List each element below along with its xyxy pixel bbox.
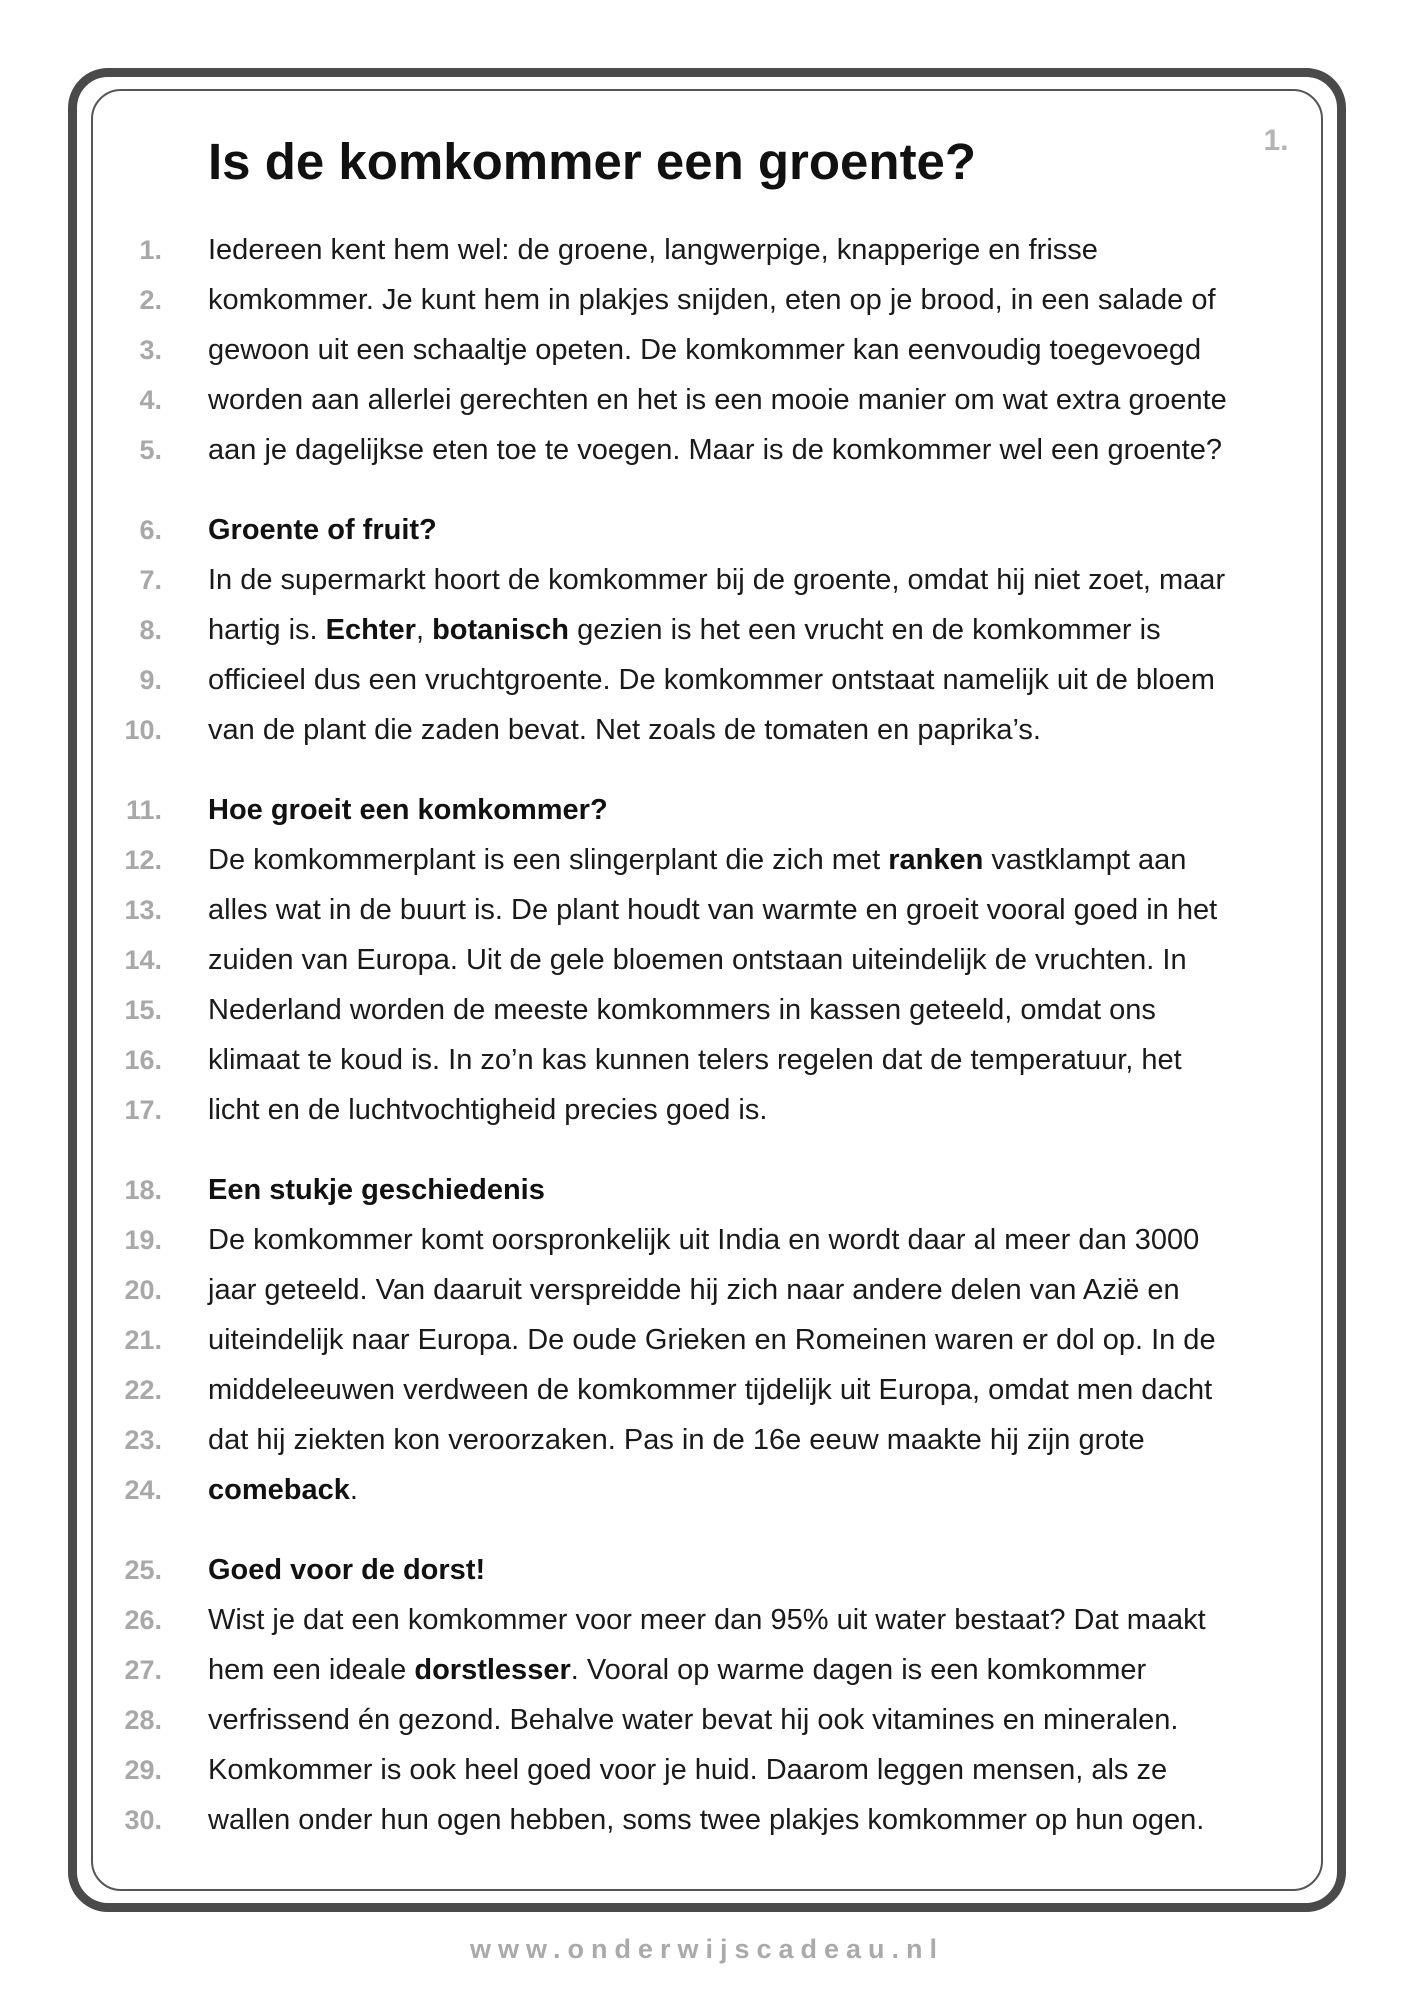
text-segment: vastklampt aan bbox=[983, 843, 1187, 876]
line-number: 25. bbox=[124, 1554, 162, 1585]
text-segment: alles wat in de buurt is. De plant houdt van warmte en groeit vooral goed in het bbox=[208, 893, 1218, 926]
line-number: 18. bbox=[124, 1174, 162, 1205]
line-text bbox=[208, 1324, 1216, 1357]
line-number: 19. bbox=[124, 1224, 162, 1255]
line-number: 16. bbox=[124, 1044, 162, 1075]
line-number: 10. bbox=[124, 714, 162, 745]
bold-term: comeback bbox=[208, 1473, 350, 1506]
line-text bbox=[208, 284, 1216, 317]
text-segment: klimaat te koud is. In zo’n kas kunnen telers regelen dat de temperatuur, het bbox=[208, 1043, 1182, 1076]
line-number: 9. bbox=[139, 664, 162, 695]
text-segment: worden aan allerlei gerechten en het is een mooie manier om wat extra groente bbox=[208, 383, 1227, 416]
text-segment: hartig is. bbox=[208, 613, 326, 646]
text-segment: officieel dus een vruchtgroente. De komkommer ontstaat namelijk uit de bloem bbox=[208, 663, 1215, 696]
text-line bbox=[0, 1465, 1300, 1515]
line-number: 13. bbox=[124, 894, 162, 925]
line-text bbox=[208, 1374, 1212, 1407]
text-line bbox=[0, 1035, 1300, 1085]
line-text bbox=[208, 434, 1222, 467]
line-text bbox=[208, 714, 1041, 747]
text-line bbox=[0, 505, 1300, 555]
line-text bbox=[208, 894, 1217, 927]
text-line bbox=[0, 1695, 1300, 1745]
line-number: 11. bbox=[125, 794, 162, 825]
line-number: 4. bbox=[139, 384, 162, 415]
text-segment: gewoon uit een schaaltje opeten. De komkommer kan eenvoudig toegevoegd bbox=[208, 333, 1202, 366]
section-heading bbox=[208, 514, 437, 547]
text-segment: dat hij ziekten kon veroorzaken. Pas in de 16e eeuw maakte hij zijn grote bbox=[208, 1423, 1145, 1456]
line-number: 21. bbox=[124, 1324, 162, 1355]
text-segment: uiteindelijk naar Europa. De oude Grieken en Romeinen waren er dol op. In de bbox=[208, 1323, 1216, 1356]
text-segment: Hoe groeit een komkommer? bbox=[208, 793, 608, 826]
text-segment: gezien is het een vrucht en de komkommer is bbox=[569, 613, 1161, 646]
text-segment: In de supermarkt hoort de komkommer bij de groente, omdat hij niet zoet, maar bbox=[208, 563, 1226, 596]
section-heading bbox=[208, 1554, 485, 1587]
text-line bbox=[0, 1085, 1300, 1135]
text-segment: Groente of fruit? bbox=[208, 513, 437, 546]
line-number: 23. bbox=[124, 1424, 162, 1455]
line-number: 22. bbox=[124, 1374, 162, 1405]
line-text bbox=[208, 1604, 1206, 1637]
line-number: 15. bbox=[124, 994, 162, 1025]
text-segment: De komkommer komt oorspronkelijk uit India en wordt daar al meer dan 3000 bbox=[208, 1223, 1200, 1256]
line-number: 29. bbox=[124, 1754, 162, 1785]
page-number: 1. bbox=[1263, 124, 1289, 157]
text-segment: aan je dagelijkse eten toe te voegen. Maar is de komkommer wel een groente? bbox=[208, 433, 1222, 466]
line-text bbox=[208, 944, 1187, 977]
line-text bbox=[208, 1654, 1146, 1687]
text-line bbox=[0, 1165, 1300, 1215]
text-line bbox=[0, 1645, 1300, 1695]
text-line bbox=[0, 555, 1300, 605]
text-line bbox=[0, 655, 1300, 705]
text-segment: wallen onder hun ogen hebben, soms twee plakjes komkommer op hun ogen. bbox=[208, 1803, 1205, 1836]
line-text bbox=[208, 564, 1225, 597]
line-number: 12. bbox=[124, 844, 162, 875]
text-segment: Komkommer is ook heel goed voor je huid. Daarom leggen mensen, als ze bbox=[208, 1753, 1168, 1786]
text-line bbox=[0, 1265, 1300, 1315]
line-number: 5. bbox=[139, 434, 162, 465]
text-segment: komkommer. Je kunt hem in plakjes snijden, eten op je brood, in een salade of bbox=[208, 283, 1216, 316]
text-segment: . Vooral op warme dagen is een komkommer bbox=[570, 1653, 1147, 1686]
line-text bbox=[208, 1044, 1182, 1077]
line-number: 30. bbox=[124, 1804, 162, 1835]
text-segment: verfrissend én gezond. Behalve water bevat hij ook vitamines en mineralen. bbox=[208, 1703, 1179, 1736]
text-segment: Wist je dat een komkommer voor meer dan 95% uit water bestaat? Dat maakt bbox=[208, 1603, 1206, 1636]
page-title: Is de komkommer een groente? bbox=[208, 133, 977, 190]
line-number: 6. bbox=[139, 514, 162, 545]
line-text bbox=[208, 844, 1186, 877]
line-text bbox=[208, 1224, 1199, 1257]
text-segment: hem een ideale bbox=[208, 1653, 415, 1686]
bold-term: Echter bbox=[325, 613, 416, 646]
footer-url: www.onderwijscadeau.nl bbox=[469, 1934, 945, 1964]
text-segment: . bbox=[349, 1473, 358, 1506]
text-line bbox=[0, 375, 1300, 425]
text-line bbox=[0, 785, 1300, 835]
line-number: 17. bbox=[124, 1094, 162, 1125]
text-segment: middeleeuwen verdween de komkommer tijdelijk uit Europa, omdat men dacht bbox=[208, 1373, 1213, 1406]
line-number: 2. bbox=[139, 284, 162, 315]
text-line bbox=[0, 885, 1300, 935]
bold-term: ranken bbox=[888, 843, 984, 876]
line-text bbox=[208, 664, 1215, 697]
text-segment: jaar geteeld. Van daaruit verspreidde hij zich naar andere delen van Azië en bbox=[208, 1273, 1180, 1306]
bold-term: dorstlesser bbox=[414, 1653, 571, 1686]
line-number: 27. bbox=[124, 1654, 162, 1685]
text-line bbox=[0, 1595, 1300, 1645]
text-line bbox=[0, 275, 1300, 325]
text-segment: De komkommerplant is een slingerplant die zich met bbox=[208, 843, 889, 876]
text-line bbox=[0, 835, 1300, 885]
text-line bbox=[0, 1415, 1300, 1465]
text-line bbox=[0, 325, 1300, 375]
text-segment: Iedereen kent hem wel: de groene, langwerpige, knapperige en frisse bbox=[208, 233, 1098, 266]
text-segment: Een stukje geschiedenis bbox=[208, 1173, 545, 1206]
text-line bbox=[0, 705, 1300, 755]
line-number: 8. bbox=[139, 614, 162, 645]
section-heading bbox=[208, 1174, 545, 1207]
line-number: 28. bbox=[124, 1704, 162, 1735]
line-text bbox=[208, 384, 1227, 417]
text-line bbox=[0, 985, 1300, 1035]
line-text bbox=[208, 994, 1156, 1027]
line-number: 14. bbox=[124, 944, 162, 975]
line-number: 3. bbox=[139, 334, 162, 365]
text-line bbox=[0, 225, 1300, 275]
line-text bbox=[208, 1754, 1167, 1787]
line-text bbox=[208, 1704, 1178, 1737]
text-segment: Goed voor de dorst! bbox=[208, 1553, 486, 1586]
bold-term: botanisch bbox=[432, 613, 570, 646]
text-line bbox=[0, 425, 1300, 475]
text-line bbox=[0, 1365, 1300, 1415]
line-number: 24. bbox=[124, 1474, 162, 1505]
text-line bbox=[0, 1545, 1300, 1595]
line-number: 7. bbox=[139, 564, 162, 595]
line-text bbox=[208, 334, 1201, 367]
text-line bbox=[0, 1315, 1300, 1365]
text-segment: licht en de luchtvochtigheid precies goed is. bbox=[208, 1093, 768, 1126]
text-line bbox=[0, 1795, 1300, 1845]
line-number: 1. bbox=[139, 234, 162, 265]
line-text bbox=[208, 234, 1098, 267]
line-text bbox=[208, 1804, 1204, 1837]
line-text bbox=[208, 1424, 1145, 1457]
line-text bbox=[208, 614, 1161, 647]
text-line bbox=[0, 935, 1300, 985]
text-segment: van de plant die zaden bevat. Net zoals de tomaten en paprika’s. bbox=[208, 713, 1041, 746]
text-segment: , bbox=[415, 613, 433, 646]
line-number: 20. bbox=[124, 1274, 162, 1305]
line-text bbox=[208, 1094, 767, 1127]
text-line bbox=[0, 1215, 1300, 1265]
text-line bbox=[0, 605, 1300, 655]
line-text bbox=[208, 1274, 1180, 1307]
line-number: 26. bbox=[124, 1604, 162, 1635]
text-line bbox=[0, 1745, 1300, 1795]
text-segment: Nederland worden de meeste komkommers in kassen geteeld, omdat ons bbox=[208, 993, 1156, 1026]
section-heading bbox=[208, 794, 608, 827]
line-text bbox=[208, 1474, 358, 1507]
text-segment: zuiden van Europa. Uit de gele bloemen ontstaan uiteindelijk de vruchten. In bbox=[208, 943, 1187, 976]
